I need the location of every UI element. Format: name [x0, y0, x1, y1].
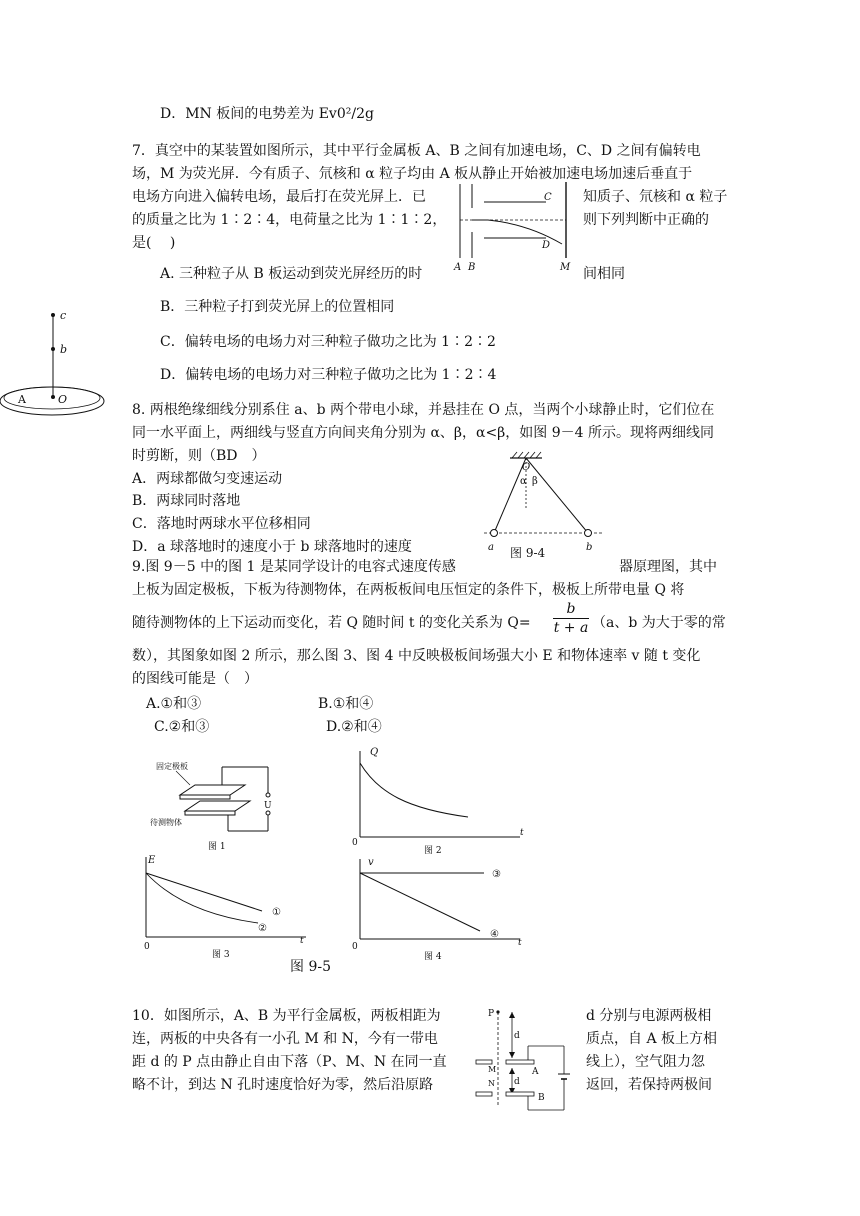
q8-figure — [484, 450, 604, 565]
q7-option-c: C．偏转电场的电场力对三种粒子做功之比为 1∶2∶2 — [160, 334, 496, 350]
q7-fig-label-d: D — [542, 240, 551, 251]
q9-fig2-origin: 0 — [352, 838, 358, 848]
q9-text-line-1a: 9.图 9－5 中的图 1 是某同学设计的电容式速度传感 — [132, 559, 456, 575]
q10-fig-label-a: A — [532, 1067, 539, 1077]
q9-fig4-caption: 图 4 — [424, 952, 442, 962]
q10-fig-label-b: B — [538, 1093, 545, 1103]
q10-text-line-2b: 质点，自 A 板上方相 — [586, 1031, 718, 1047]
q9-option-a: A.①和③ — [146, 696, 202, 712]
q7-text-line-3b: 知质子、氘核和 α 粒子 — [583, 189, 728, 205]
side-fig-label-a: A — [18, 393, 26, 406]
q8-option-d: D．a 球落地时的速度小于 b 球落地时的速度 — [132, 539, 412, 555]
q9-figure-3 — [134, 853, 314, 965]
q6-option-d: D．MN 板间的电势差为 Ev0²/2g — [160, 106, 374, 122]
q9-option-c: C.②和③ — [154, 719, 210, 735]
side-fig-label-b: b — [60, 343, 68, 356]
q10-text-line-1b: d 分别与电源两极相 — [586, 1008, 712, 1024]
q7-text-line-5: 是( ) — [132, 235, 176, 251]
q10-fig-label-m: M — [488, 1065, 497, 1074]
q7-figure — [448, 180, 578, 272]
q8-fig-caption: 图 9-4 — [510, 546, 546, 560]
q7-text-line-2: 场，M 为荧光屏．今有质子、氘核和 α 粒子均由 A 板从静止开始被加速电场加速后垂直于 — [132, 166, 693, 182]
q9-figure-4 — [348, 853, 528, 965]
q9-fig1-u-label: U — [264, 801, 272, 811]
q8-fig-label-b: b — [586, 542, 593, 553]
q7-text-line-4b: 则下列判断中正确的 — [583, 212, 709, 228]
q8-option-a: A．两球都做匀变速运动 — [132, 471, 283, 487]
q9-fig3-caption: 图 3 — [212, 950, 230, 960]
q10-fig-label-n: N — [488, 1079, 495, 1088]
q10-text-line-4a: 略不计，到达 N 孔时速度恰好为零，然后沿原路 — [132, 1077, 434, 1093]
q9-text-line-3b: （a、b 为大于零的常 — [592, 615, 726, 631]
q9-text-line-3a: 随待测物体的上下运动而变化，若 Q 随时间 t 的变化关系为 Q= — [132, 615, 531, 631]
q8-fig-label-alpha: α — [520, 476, 527, 487]
q9-fig3-curve-1: ① — [272, 907, 281, 918]
q9-fig2-caption: 图 2 — [424, 846, 442, 856]
q9-fig4-y-label: v — [368, 857, 374, 868]
q10-text-line-2a: 连，两板的中央各有一小孔 M 和 N，今有一带电 — [132, 1031, 438, 1047]
q7-fig-label-b: B — [468, 262, 476, 273]
side-figure — [0, 305, 110, 415]
q10-text-line-4b: 返回，若保持两极间 — [586, 1077, 712, 1093]
side-fig-label-c: c — [60, 309, 67, 322]
q9-text-line-1b: 器原理图，其中 — [619, 559, 717, 575]
q9-fig2-y-label: Q — [370, 747, 379, 758]
q7-option-a-part1: A. 三种粒子从 B 板运动到荧光屏经历的时 — [160, 266, 423, 282]
q9-fig1-bottom-label: 待测物体 — [150, 818, 182, 827]
q10-figure — [468, 1002, 578, 1112]
q9-text-line-5: 的图线可能是（ ） — [132, 671, 258, 687]
q7-text-line-1: 7．真空中的某装置如图所示，其中平行金属板 A、B 之间有加速电场，C、D 之间有偏转电 — [132, 143, 701, 159]
q10-fig-label-d2: d — [514, 1077, 520, 1087]
q9-fig3-x-label: t — [300, 936, 304, 946]
q9-fraction — [553, 600, 589, 637]
q9-figure-2 — [348, 745, 528, 857]
q8-text-line-3: 时剪断，则（BD ） — [132, 448, 266, 464]
side-fig-label-o: O — [58, 393, 68, 406]
q7-option-b: B．三种粒子打到荧光屏上的位置相同 — [160, 299, 395, 315]
q9-fig2-x-label: t — [520, 828, 524, 838]
q9-figure-1 — [150, 755, 280, 855]
q10-fig-label-p: P — [488, 1009, 495, 1019]
q10-text-line-3a: 距 d 的 P 点由静止自由下落（P、M、N 在同一直 — [132, 1054, 447, 1070]
q7-fig-label-c: C — [544, 192, 552, 203]
q8-option-b: B．两球同时落地 — [132, 493, 241, 509]
q9-figure-caption: 图 9-5 — [290, 959, 331, 975]
q9-fig4-curve-4: ④ — [490, 929, 499, 940]
q9-fraction-numerator: b — [553, 600, 589, 619]
q7-text-line-4a: 的质量之比为 1∶2∶4，电荷量之比为 1∶1∶2， — [132, 212, 447, 228]
q9-text-line-2: 上板为固定极板，下板为待测物体，在两板板间电压恒定的条件下，极板上所带电量 Q 将 — [132, 582, 685, 598]
q9-fraction-denominator: t + a — [553, 620, 589, 636]
q10-text-line-3b: 线上），空气阻力忽 — [586, 1054, 705, 1070]
q8-option-c: C．落地时两球水平位移相同 — [132, 516, 311, 532]
q7-option-a-part2: 间相同 — [583, 266, 625, 282]
q9-fig3-origin: 0 — [144, 942, 150, 952]
q7-fig-label-a: A — [454, 262, 462, 273]
q8-fig-label-o: O — [522, 462, 531, 473]
q9-text-line-4: 数），其图象如图 2 所示，那么图 3、图 4 中反映极板间场强大小 E 和物体速率 v 随 t 变化 — [132, 648, 701, 664]
q9-fig4-x-label: t — [518, 938, 522, 948]
q9-fig1-caption: 图 1 — [208, 842, 226, 852]
q9-option-b: B.①和④ — [318, 696, 374, 712]
q7-fig-label-m: M — [560, 262, 571, 273]
q9-option-d: D.②和④ — [326, 719, 382, 735]
q7-option-d: D．偏转电场的电场力对三种粒子做功之比为 1∶2∶4 — [160, 367, 497, 383]
q9-fig4-origin: 0 — [352, 942, 358, 952]
q9-fig3-y-label: E — [148, 855, 156, 866]
q10-text-line-1a: 10．如图所示，A、B 为平行金属板，两板相距为 — [132, 1008, 441, 1024]
q9-fig3-curve-2: ② — [258, 923, 267, 934]
q9-fig4-curve-3: ③ — [492, 869, 501, 880]
q9-fig1-top-label: 固定极板 — [156, 762, 188, 771]
q10-fig-label-d1: d — [514, 1031, 520, 1041]
q8-text-line-2: 同一水平面上，两细线与竖直方向间夹角分别为 α、β，α<β，如图 9－4 所示。现将两细线同 — [132, 425, 714, 441]
q8-text-line-1: 8. 两根绝缘细线分别系住 a、b 两个带电小球，并悬挂在 O 点，当两个小球静止时，它们位在 — [132, 402, 715, 418]
q7-text-line-3a: 电场方向进入偏转电场，最后打在荧光屏上．已 — [132, 189, 426, 205]
q8-fig-label-a: a — [488, 542, 494, 553]
q8-fig-label-beta: β — [532, 476, 538, 487]
